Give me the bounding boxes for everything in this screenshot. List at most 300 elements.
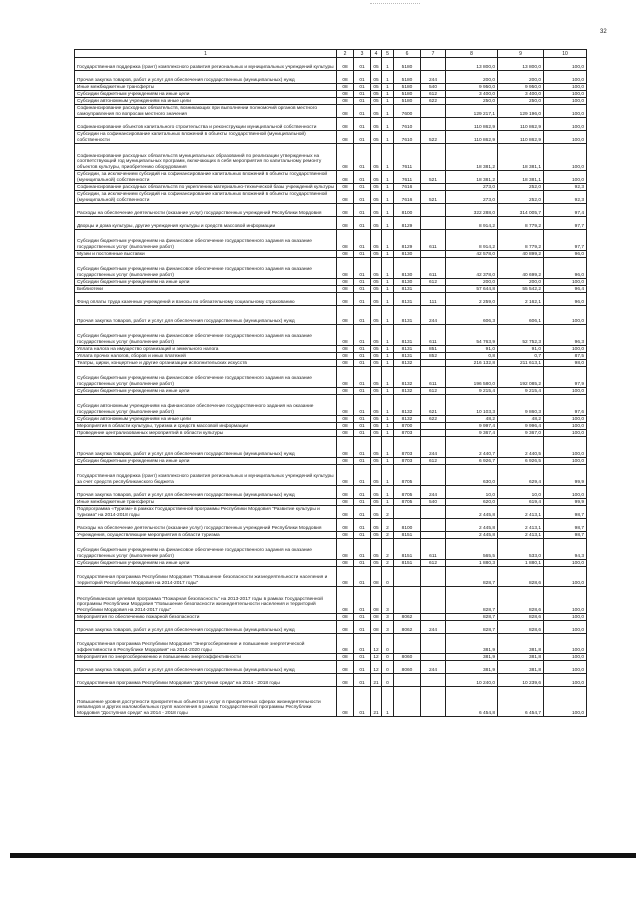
code-cell: 08 [337, 258, 354, 279]
code-cell: 8060 [394, 661, 421, 674]
code-cell: 611 [421, 325, 446, 346]
code-cell: 8062 [394, 614, 421, 621]
code-cell: 08 [337, 687, 354, 717]
plan-amount-cell: 828,7 [446, 621, 498, 634]
code-cell: 05 [371, 230, 382, 251]
column-header: 9 [498, 50, 544, 58]
code-cell: 852 [421, 353, 446, 360]
percent-cell: 96,3 [544, 325, 587, 346]
code-cell: 05 [371, 560, 382, 567]
row-name-cell: Прочая закупка товаров, работ и услуг для обеспечения государственных (муниципальных) нужд [75, 306, 337, 325]
actual-amount-cell: 250,0 [498, 98, 544, 105]
code-cell: 01 [354, 634, 371, 654]
percent-cell: 92,3 [544, 184, 587, 191]
table-row [75, 71, 587, 84]
code-cell: 05 [371, 395, 382, 416]
code-cell: 08 [337, 499, 354, 506]
code-cell: 1 [382, 293, 394, 306]
code-cell: 1 [382, 279, 394, 286]
row-name-cell: Субсидии на софинансирование капитальных вложений в объекты государственной (муниципальной) собственности [75, 131, 337, 144]
table-row [75, 687, 587, 717]
code-cell: 08 [337, 486, 354, 499]
code-cell: 08 [337, 353, 354, 360]
scan-artifact [370, 3, 420, 5]
actual-amount-cell: 381,8 [498, 654, 544, 661]
row-name-cell: Театры, цирки, концертные и другие организации исполнительских искусств [75, 360, 337, 367]
plan-amount-cell: 48,2 [446, 416, 498, 423]
table-row [75, 171, 587, 184]
code-cell: 0 [382, 661, 394, 674]
percent-cell: 99,9 [544, 465, 587, 486]
column-header: 1 [75, 50, 337, 58]
code-cell: 01 [354, 306, 371, 325]
row-name-cell: Государственная поддержка (грант) комплексного развития региональных и муниципальных учреждений культуры за счет средств республиканского бюджета [75, 465, 337, 486]
code-cell: 521 [421, 171, 446, 184]
percent-cell: 98,7 [544, 532, 587, 539]
code-cell: 8131 [394, 325, 421, 346]
code-cell: 8060 [394, 654, 421, 661]
row-name-cell: Уплата налога на имущество организаций и земельного налога [75, 346, 337, 353]
row-name-cell: Учреждения, осуществляющие мероприятия в области туризма [75, 532, 337, 539]
table-row [75, 84, 587, 91]
row-name-cell: Субсидии автономным учреждениям на иные цели [75, 416, 337, 423]
actual-amount-cell: 828,6 [498, 614, 544, 621]
code-cell: 08 [337, 71, 354, 84]
code-cell: 521 [421, 191, 446, 204]
plan-amount-cell: 200,0 [446, 71, 498, 84]
row-name-cell: Субсидии бюджетным учреждениям на финансовое обеспечение государственного задания на оказание государственных услуг (выполнение работ) [75, 367, 337, 388]
code-cell: 244 [421, 437, 446, 458]
row-name-cell: Мероприятия по энергосбережению и повышению энергоэффективности [75, 654, 337, 661]
code-cell: 01 [354, 506, 371, 519]
code-cell: 05 [371, 84, 382, 91]
row-name-cell: Фонд оплаты труда казенных учреждений и взносы по обязательному социальному страхованию [75, 293, 337, 306]
actual-amount-cell: 381,8 [498, 661, 544, 674]
code-cell: 05 [371, 118, 382, 131]
column-header: 5 [382, 50, 394, 58]
code-cell: 8130 [394, 279, 421, 286]
code-cell: 05 [371, 258, 382, 279]
code-cell: 05 [371, 499, 382, 506]
plan-amount-cell: 0,8 [446, 353, 498, 360]
table-row [75, 258, 587, 279]
code-cell: 08 [337, 204, 354, 217]
code-cell: 1 [382, 131, 394, 144]
plan-amount-cell: 828,7 [446, 614, 498, 621]
code-cell: 5180 [394, 91, 421, 98]
row-name-cell: Субсидии бюджетным учреждениям на финансовое обеспечение государственного задания на оказание государственных услуг (выполнение работ) [75, 539, 337, 560]
actual-amount-cell: 129 196,0 [498, 105, 544, 118]
table-row [75, 286, 587, 293]
code-cell: 8100 [394, 519, 421, 532]
plan-amount-cell: 110 862,9 [446, 118, 498, 131]
table-row [75, 293, 587, 306]
code-cell: 1 [382, 687, 394, 717]
code-cell: 05 [371, 144, 382, 171]
table-row [75, 360, 587, 367]
plan-amount-cell: 196 580,0 [446, 367, 498, 388]
row-name-cell: Иные межбюджетные трансферты [75, 499, 337, 506]
code-cell: 05 [371, 506, 382, 519]
actual-amount-cell: 9 215,4 [498, 388, 544, 395]
actual-amount-cell: 252,0 [498, 184, 544, 191]
code-cell: 08 [337, 614, 354, 621]
code-cell: 05 [371, 388, 382, 395]
code-cell: 01 [354, 654, 371, 661]
code-cell [421, 430, 446, 437]
code-cell [421, 204, 446, 217]
table-row [75, 437, 587, 458]
code-cell: 2 [382, 532, 394, 539]
plan-amount-cell: 620,0 [446, 499, 498, 506]
code-cell: 1 [382, 486, 394, 499]
code-cell: 7610 [394, 131, 421, 144]
code-cell: 8703 [394, 458, 421, 465]
code-cell: 1 [382, 458, 394, 465]
code-cell: 01 [354, 325, 371, 346]
code-cell [421, 105, 446, 118]
code-cell: 08 [337, 674, 354, 687]
plan-amount-cell: 110 862,9 [446, 131, 498, 144]
code-cell: 08 [337, 286, 354, 293]
row-name-cell: Музеи и постоянные выставки [75, 251, 337, 258]
code-cell: 05 [371, 131, 382, 144]
actual-amount-cell: 18 381,1 [498, 171, 544, 184]
code-cell: 05 [371, 416, 382, 423]
table-row [75, 486, 587, 499]
percent-cell: 100,0 [544, 118, 587, 131]
table-row [75, 587, 587, 614]
plan-amount-cell: 10,0 [446, 486, 498, 499]
actual-amount-cell: 200,0 [498, 279, 544, 286]
code-cell: 244 [421, 621, 446, 634]
code-cell: 8131 [394, 293, 421, 306]
code-cell [394, 587, 421, 614]
code-cell: 01 [354, 560, 371, 567]
table-row [75, 131, 587, 144]
percent-cell: 100,0 [544, 306, 587, 325]
code-cell: 8131 [394, 306, 421, 325]
budget-table [74, 49, 587, 717]
code-cell: 05 [371, 58, 382, 71]
code-cell: 05 [371, 279, 382, 286]
code-cell: 01 [354, 171, 371, 184]
percent-cell: 100,0 [544, 144, 587, 171]
code-cell: 05 [371, 98, 382, 105]
row-name-cell: Субсидии автономным учреждениям на иные цели [75, 98, 337, 105]
code-cell: 01 [354, 567, 371, 587]
code-cell: 08 [337, 184, 354, 191]
percent-cell: 100,0 [544, 131, 587, 144]
code-cell: 08 [337, 661, 354, 674]
row-name-cell: Мероприятия в области культуры, туризма и средств массовой информации [75, 423, 337, 430]
code-cell [394, 687, 421, 717]
code-cell: 8062 [394, 621, 421, 634]
code-cell: 08 [337, 506, 354, 519]
code-cell: 244 [421, 306, 446, 325]
percent-cell: 94,3 [544, 539, 587, 560]
row-name-cell: Республиканская целевая программа "Пожарная безопасность" на 2013-2017 годы в рамках Государственной программы Республики Мордовия "Повышение безопасности жизнедеятельности населения и территорий Республики Мордовия на 2014-2017 годы" [75, 587, 337, 614]
actual-amount-cell: 6 454,7 [498, 687, 544, 717]
code-cell: 01 [354, 416, 371, 423]
actual-amount-cell: 10,0 [498, 486, 544, 499]
table-row [75, 191, 587, 204]
actual-amount-cell: 192 085,2 [498, 367, 544, 388]
row-name-cell: Прочая закупка товаров, работ и услуг для обеспечения государственных (муниципальных) нужд [75, 661, 337, 674]
code-cell: 8703 [394, 430, 421, 437]
code-cell: 8705 [394, 499, 421, 506]
code-cell: 08 [337, 217, 354, 230]
code-cell: 01 [354, 687, 371, 717]
code-cell: 08 [337, 251, 354, 258]
code-cell: 01 [354, 486, 371, 499]
code-cell: 8130 [394, 251, 421, 258]
code-cell: 8151 [394, 539, 421, 560]
code-cell: 08 [337, 539, 354, 560]
code-cell [421, 634, 446, 654]
row-name-cell: Дворцы и дома культуры, другие учреждения культуры и средств массовой информации [75, 217, 337, 230]
column-header: 3 [354, 50, 371, 58]
code-cell [394, 567, 421, 587]
plan-amount-cell: 91,0 [446, 346, 498, 353]
row-name-cell: Субсидии, за исключением субсидий на софинансирование капитальных вложений в объекты государственной (муниципальной) собственности [75, 191, 337, 204]
code-cell: 01 [354, 367, 371, 388]
code-cell: 7600 [394, 105, 421, 118]
plan-amount-cell: 42 578,0 [446, 251, 498, 258]
plan-amount-cell: 322 288,0 [446, 204, 498, 217]
code-cell: 1 [382, 251, 394, 258]
plan-amount-cell: 8 914,2 [446, 217, 498, 230]
code-cell [421, 506, 446, 519]
plan-amount-cell: 18 381,2 [446, 144, 498, 171]
row-name-cell: Прочая закупка товаров, работ и услуг для обеспечения государственных (муниципальных) нужд [75, 486, 337, 499]
code-cell: 8703 [394, 437, 421, 458]
plan-amount-cell: 828,7 [446, 567, 498, 587]
code-cell: 1 [382, 367, 394, 388]
code-cell [394, 634, 421, 654]
code-cell: 8131 [394, 346, 421, 353]
code-cell: 1 [382, 171, 394, 184]
code-cell: 12 [371, 654, 382, 661]
code-cell: 05 [371, 367, 382, 388]
percent-cell: 100,0 [544, 486, 587, 499]
table-row [75, 279, 587, 286]
row-name-cell: Субсидии бюджетным учреждениям на иные цели [75, 279, 337, 286]
row-name-cell: Расходы на обеспечение деятельности (оказание услуг) государственных учреждений Республики Мордовия [75, 204, 337, 217]
code-cell [421, 118, 446, 131]
code-cell: 05 [371, 430, 382, 437]
code-cell: 08 [337, 458, 354, 465]
code-cell: 01 [354, 217, 371, 230]
code-cell: 1 [382, 437, 394, 458]
row-name-cell: Софинансирование объектов капитального строительства и реконструкции муниципальной собственности [75, 118, 337, 131]
percent-cell: 97,7 [544, 217, 587, 230]
percent-cell: 100,0 [544, 634, 587, 654]
code-cell: 2 [382, 506, 394, 519]
code-cell: 08 [337, 437, 354, 458]
column-header: 7 [421, 50, 446, 58]
code-cell: 111 [421, 293, 446, 306]
code-cell: 5180 [394, 58, 421, 71]
code-cell: 08 [337, 465, 354, 486]
code-cell: 08 [337, 131, 354, 144]
plan-amount-cell: 2 445,8 [446, 506, 498, 519]
code-cell: 12 [371, 634, 382, 654]
code-cell: 1 [382, 346, 394, 353]
percent-cell: 100,0 [544, 416, 587, 423]
code-cell: 7611 [394, 171, 421, 184]
actual-amount-cell: 6 926,5 [498, 458, 544, 465]
row-name-cell: Софинансирование расходных обязательств по укреплению материально-технической базы учреждений культуры [75, 184, 337, 191]
code-cell [421, 532, 446, 539]
actual-amount-cell: 18 381,1 [498, 144, 544, 171]
code-cell: 8132 [394, 395, 421, 416]
code-cell: 1 [382, 191, 394, 204]
column-header: 8 [446, 50, 498, 58]
code-cell: 3 [382, 621, 394, 634]
code-cell: 8129 [394, 217, 421, 230]
code-cell: 08 [337, 367, 354, 388]
plan-amount-cell: 9 997,4 [446, 423, 498, 430]
code-cell: 1 [382, 230, 394, 251]
table-row [75, 416, 587, 423]
code-cell: 2 [382, 519, 394, 532]
row-name-cell: Мероприятия по обеспечению пожарной безопасности [75, 614, 337, 621]
actual-amount-cell: 1 880,1 [498, 560, 544, 567]
row-name-cell: Иные межбюджетные трансферты [75, 84, 337, 91]
column-header: 10 [544, 50, 587, 58]
plan-amount-cell: 630,0 [446, 465, 498, 486]
code-cell: 05 [371, 306, 382, 325]
code-cell: 7610 [394, 118, 421, 131]
percent-cell: 100,0 [544, 423, 587, 430]
table-row [75, 184, 587, 191]
row-name-cell: Субсидии бюджетным учреждениям на иные цели [75, 91, 337, 98]
actual-amount-cell: 9 860,3 [498, 395, 544, 416]
table-row [75, 621, 587, 634]
row-name-cell: Прочая закупка товаров, работ и услуг для обеспечения государственных (муниципальных) нужд [75, 71, 337, 84]
row-name-cell: Государственная поддержка (грант) комплексного развития региональных и муниципальных учреждений культуры [75, 58, 337, 71]
code-cell: 1 [382, 98, 394, 105]
code-cell [421, 286, 446, 293]
code-cell: 1 [382, 465, 394, 486]
actual-amount-cell: 252,0 [498, 191, 544, 204]
code-cell [421, 674, 446, 687]
code-cell: 08 [337, 325, 354, 346]
table-row [75, 230, 587, 251]
code-cell: 5180 [394, 98, 421, 105]
plan-amount-cell: 216 132,8 [446, 360, 498, 367]
code-cell: 05 [371, 184, 382, 191]
percent-cell: 100,0 [544, 171, 587, 184]
percent-cell: 100,0 [544, 621, 587, 634]
table-row [75, 118, 587, 131]
table-row [75, 567, 587, 587]
code-cell: 01 [354, 458, 371, 465]
percent-cell: 97,6 [544, 395, 587, 416]
percent-cell: 98,0 [544, 360, 587, 367]
table-row [75, 105, 587, 118]
code-cell: 08 [337, 430, 354, 437]
code-cell: 01 [354, 184, 371, 191]
code-cell: 611 [421, 539, 446, 560]
row-name-cell: Государственная программа Республики Мордовия "Энергосбережение и повышение энергетической эффективности в Республике Мордовия" на 2014-2020 годы [75, 634, 337, 654]
code-cell: 0 [382, 654, 394, 661]
actual-amount-cell: 2 413,1 [498, 519, 544, 532]
percent-cell: 100,0 [544, 388, 587, 395]
percent-cell: 100,0 [544, 687, 587, 717]
code-cell: 08 [371, 614, 382, 621]
code-cell [421, 587, 446, 614]
actual-amount-cell: 91,0 [498, 346, 544, 353]
code-cell: 08 [337, 567, 354, 587]
table-row [75, 204, 587, 217]
percent-cell: 100,0 [544, 614, 587, 621]
code-cell [421, 423, 446, 430]
actual-amount-cell: 40 899,2 [498, 251, 544, 258]
code-cell: 05 [371, 105, 382, 118]
code-cell: 01 [354, 430, 371, 437]
table-row [75, 560, 587, 567]
percent-cell: 100,0 [544, 587, 587, 614]
plan-amount-cell: 565,5 [446, 539, 498, 560]
code-cell: 05 [371, 539, 382, 560]
code-cell: 08 [337, 519, 354, 532]
plan-amount-cell: 606,3 [446, 306, 498, 325]
code-cell [421, 465, 446, 486]
code-cell: 08 [337, 346, 354, 353]
row-name-cell: Субсидии бюджетным учреждениям на иные цели [75, 458, 337, 465]
code-cell: 1 [382, 204, 394, 217]
table-row [75, 539, 587, 560]
table-row [75, 458, 587, 465]
code-cell: 1 [382, 286, 394, 293]
code-cell: 244 [421, 661, 446, 674]
percent-cell: 100,0 [544, 458, 587, 465]
table-row [75, 367, 587, 388]
code-cell: 08 [337, 91, 354, 98]
actual-amount-cell: 10 239,6 [498, 674, 544, 687]
row-name-cell: Уплата прочих налогов, сборов и иных платежей [75, 353, 337, 360]
actual-amount-cell: 828,6 [498, 567, 544, 587]
percent-cell: 97,9 [544, 367, 587, 388]
actual-amount-cell: 629,4 [498, 465, 544, 486]
plan-amount-cell: 1 880,3 [446, 560, 498, 567]
code-cell [421, 519, 446, 532]
code-cell: 5180 [394, 71, 421, 84]
code-cell: 5180 [394, 84, 421, 91]
code-cell: 08 [337, 416, 354, 423]
code-cell: 8151 [394, 532, 421, 539]
actual-amount-cell: 619,4 [498, 499, 544, 506]
code-cell: 01 [354, 251, 371, 258]
code-cell [421, 654, 446, 661]
percent-cell: 100,0 [544, 661, 587, 674]
code-cell: 8132 [394, 360, 421, 367]
column-header: 6 [394, 50, 421, 58]
table-row [75, 325, 587, 346]
code-cell: 01 [354, 131, 371, 144]
code-cell: 01 [354, 293, 371, 306]
table-row [75, 306, 587, 325]
code-cell: 01 [354, 539, 371, 560]
page-number: 32 [600, 29, 607, 35]
code-cell: 8132 [394, 388, 421, 395]
code-cell: 612 [421, 91, 446, 98]
code-cell: 08 [337, 395, 354, 416]
code-cell: 612 [421, 560, 446, 567]
code-cell: 08 [337, 105, 354, 118]
